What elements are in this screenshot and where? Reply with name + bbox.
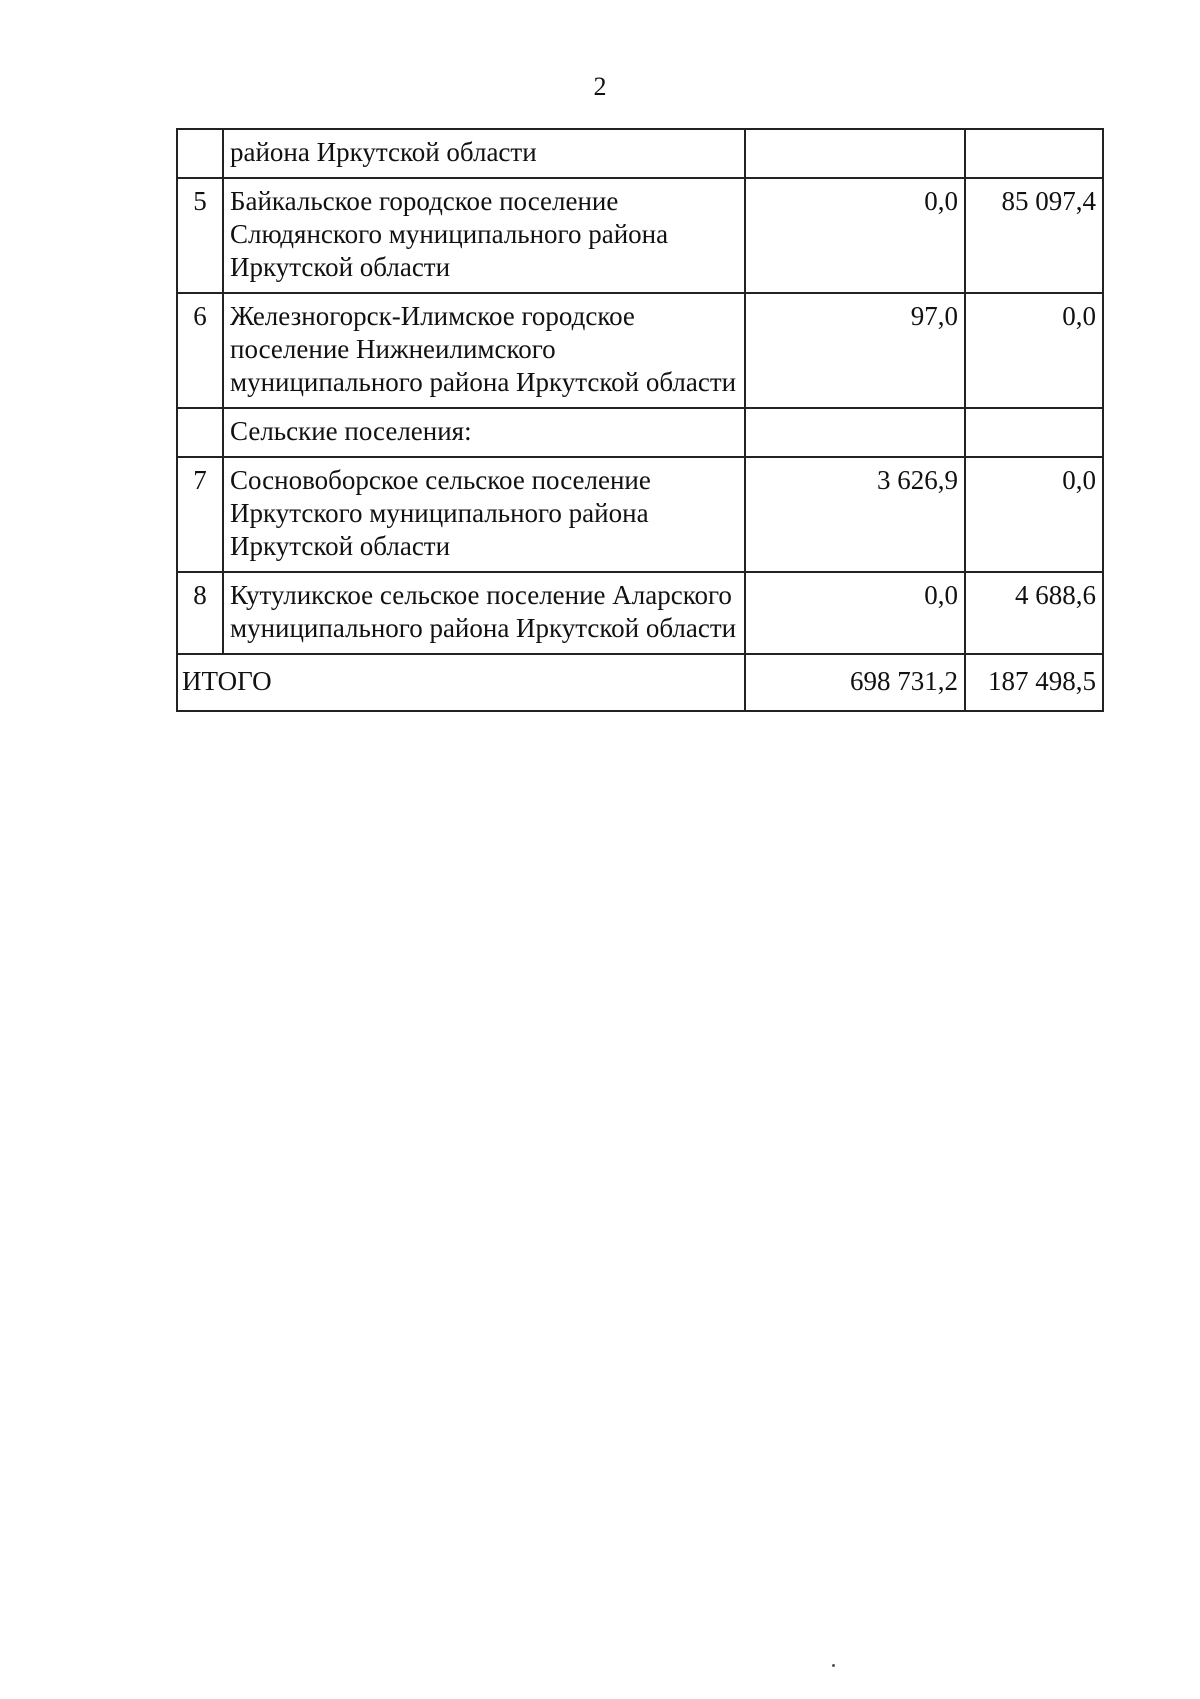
page-number: 2 <box>593 72 607 101</box>
value-column-2: 85 097,4 <box>965 178 1103 293</box>
settlement-name: Байкальское городское поселение Слюдянского муниципального района Иркутской области <box>223 178 745 293</box>
total-row <box>177 654 1103 711</box>
total-value-2: 187 498,5 <box>965 654 1103 711</box>
value-column-1 <box>745 129 965 178</box>
row-number: 7 <box>177 457 223 572</box>
value-column-2: 4 688,6 <box>965 572 1103 654</box>
value-column-2: 0,0 <box>965 457 1103 572</box>
table-row <box>177 457 1103 572</box>
value-column-2 <box>965 129 1103 178</box>
row-number: 6 <box>177 293 223 408</box>
total-label: ИТОГО <box>177 654 745 711</box>
settlement-name: Железногорск-Илимское городское поселение Нижнеилимского муниципального района Иркутской области <box>223 293 745 408</box>
settlement-name: Кутуликское сельское поселение Аларского муниципального района Иркутской области <box>223 572 745 654</box>
value-column-1: 0,0 <box>745 572 965 654</box>
table-row <box>177 572 1103 654</box>
value-column-1: 0,0 <box>745 178 965 293</box>
value-column-2: 0,0 <box>965 293 1103 408</box>
value-column-1: 3 626,9 <box>745 457 965 572</box>
value-column-1 <box>745 408 965 457</box>
scan-speck <box>832 1664 835 1667</box>
table-row <box>177 293 1103 408</box>
allocation-table <box>176 128 1104 712</box>
row-number <box>177 129 223 178</box>
section-heading: Сельские поселения: <box>223 408 745 457</box>
settlement-name: района Иркутской области <box>223 129 745 178</box>
row-number <box>177 408 223 457</box>
table-row <box>177 129 1103 178</box>
total-value-1: 698 731,2 <box>745 654 965 711</box>
section-header-row <box>177 408 1103 457</box>
value-column-1: 97,0 <box>745 293 965 408</box>
row-number: 8 <box>177 572 223 654</box>
value-column-2 <box>965 408 1103 457</box>
settlement-name: Сосновоборское сельское поселение Иркутского муниципального района Иркутской области <box>223 457 745 572</box>
row-number: 5 <box>177 178 223 293</box>
table-row <box>177 178 1103 293</box>
